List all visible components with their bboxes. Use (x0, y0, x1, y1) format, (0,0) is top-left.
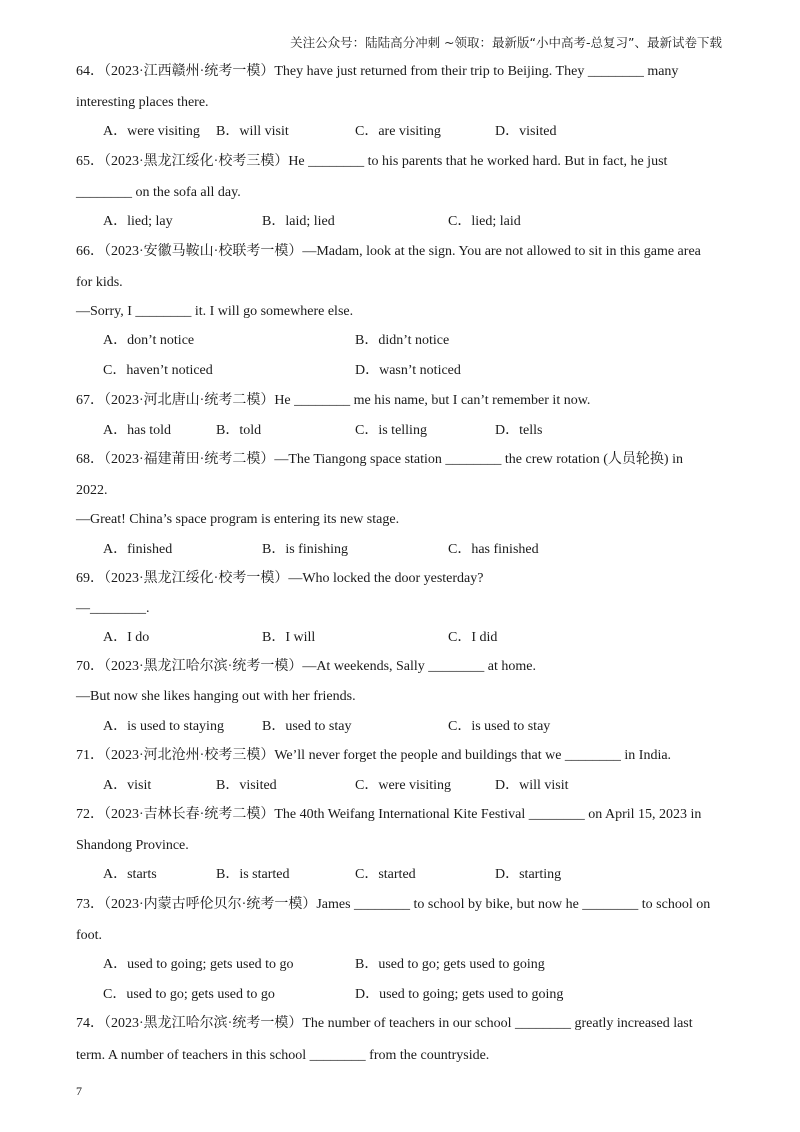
option-67-d: D．tells (495, 423, 543, 438)
option-69-b: B．I will (262, 630, 316, 645)
question-68-line-3: —Great! China’s space program is entering its new stage. (76, 512, 400, 527)
option-64-c: C．are visiting (355, 124, 441, 139)
option-67-a: A．has told (103, 423, 172, 438)
option-66-a: A．don’t notice (103, 333, 195, 348)
option-72-b: B．is started (216, 867, 290, 882)
question-65-line-1: 65．（2023·黑龙江绥化·校考三模）He ________ to his parents that he worked hard. But in fact, he just (76, 154, 668, 169)
question-68-line-1: 68．（2023·福建莆田·统考二模）—The Tiangong space station ________ the crew rotation (人员轮换) in (76, 452, 683, 467)
option-68-c: C．has finished (448, 542, 539, 557)
question-71-line-1: 71．（2023·河北沧州·校考三模）We’ll never forget the people and buildings that we ________ in India. (76, 748, 672, 763)
option-68-a: A．finished (103, 542, 173, 557)
question-66-line-1: 66．（2023·安徽马鞍山·校联考一模）—Madam, look at the sign. You are not allowed to sit in this game area (76, 244, 701, 259)
option-64-b: B．will visit (216, 124, 289, 139)
option-71-d: D．will visit (495, 778, 569, 793)
page-header: 关注公众号：陆陆高分冲刺 ~领取：最新版“小中高考-总复习”、最新试卷下载 (290, 35, 722, 50)
option-72-a: A．starts (103, 867, 157, 882)
option-72-d: D．starting (495, 867, 562, 882)
option-69-c: C．I did (448, 630, 498, 645)
question-74-line-1: 74．（2023·黑龙江哈尔滨·统考一模）The number of teachers in our school ________ greatly increased last (76, 1016, 693, 1031)
question-72-line-1: 72．（2023·吉林长春·统考二模）The 40th Weifang International Kite Festival ________ on April 15, 2023 in (76, 807, 702, 822)
question-69-line-1: 69．（2023·黑龙江绥化·校考一模）—Who locked the door yesterday? (76, 571, 484, 586)
option-73-c: C．used to go; gets used to go (103, 987, 275, 1002)
option-64-a: A．were visiting (103, 124, 200, 139)
question-68-line-2: 2022. (76, 483, 108, 498)
option-67-c: C．is telling (355, 423, 427, 438)
page-number: 7 (76, 1084, 82, 1098)
option-65-b: B．laid; lied (262, 214, 335, 229)
option-64-d: D．visited (495, 124, 557, 139)
option-73-d: D．used to going; gets used to going (355, 987, 564, 1002)
question-72-line-2: Shandong Province. (76, 838, 189, 853)
question-70-line-1: 70．（2023·黑龙江哈尔滨·统考一模）—At weekends, Sally ________ at home. (76, 659, 537, 674)
option-70-c: C．is used to stay (448, 719, 551, 734)
question-65-line-2: ________ on the sofa all day. (76, 185, 241, 200)
question-67-line-1: 67．（2023·河北唐山·统考二模）He ________ me his name, but I can’t remember it now. (76, 393, 591, 408)
option-71-c: C．were visiting (355, 778, 452, 793)
option-65-a: A．lied; lay (103, 214, 173, 229)
option-66-b: B．didn’t notice (355, 333, 450, 348)
question-66-line-3: —Sorry, I ________ it. I will go somewhere else. (76, 304, 354, 319)
question-66-line-2: for kids. (76, 275, 123, 290)
question-74-line-2: term. A number of teachers in this school ________ from the countryside. (76, 1048, 490, 1063)
question-73-line-2: foot. (76, 928, 103, 943)
option-70-a: A．is used to staying (103, 719, 224, 734)
question-70-line-2: —But now she likes hanging out with her friends. (76, 689, 356, 704)
option-66-d: D．wasn’t noticed (355, 363, 461, 378)
option-71-a: A．visit (103, 778, 152, 793)
question-69-line-2: —________. (76, 601, 150, 616)
option-73-a: A．used to going; gets used to go (103, 957, 294, 972)
option-66-c: C．haven’t noticed (103, 363, 213, 378)
option-67-b: B．told (216, 423, 262, 438)
option-70-b: B．used to stay (262, 719, 352, 734)
option-65-c: C．lied; laid (448, 214, 521, 229)
question-64-line-2: interesting places there. (76, 95, 209, 110)
option-69-a: A．I do (103, 630, 150, 645)
option-73-b: B．used to go; gets used to going (355, 957, 545, 972)
question-64-line-1: 64．（2023·江西赣州·统考一模）They have just returned from their trip to Beijing. They ________ many (76, 64, 679, 79)
question-73-line-1: 73．（2023·内蒙古呼伦贝尔·统考一模）James ________ to school by bike, but now he ________ to school on (76, 897, 711, 912)
option-72-c: C．started (355, 867, 416, 882)
option-71-b: B．visited (216, 778, 277, 793)
option-68-b: B．is finishing (262, 542, 348, 557)
